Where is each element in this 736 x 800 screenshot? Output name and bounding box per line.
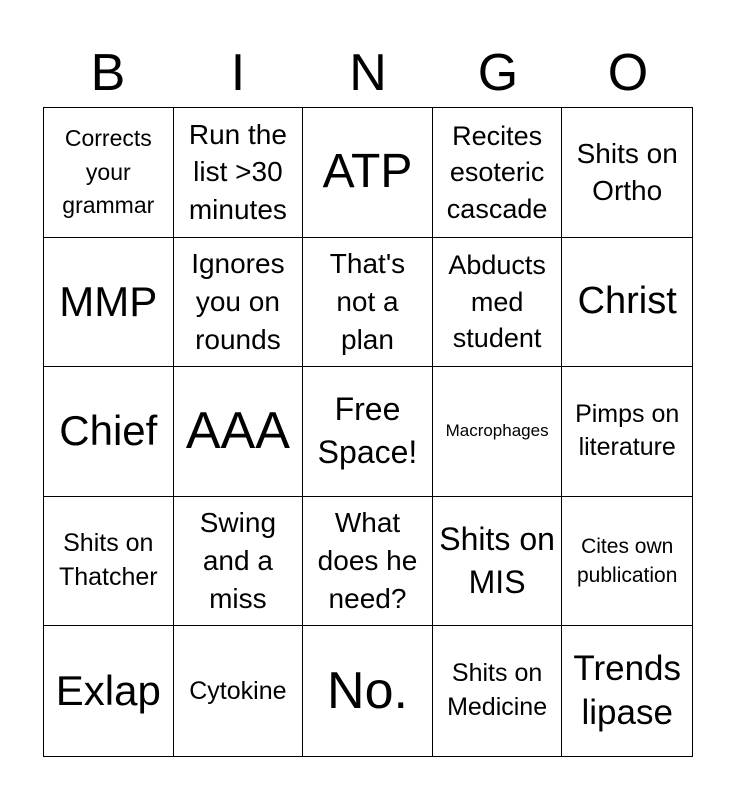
bingo-cell[interactable] xyxy=(303,497,433,627)
free-space-cell[interactable] xyxy=(303,367,433,497)
header-letter-o: O xyxy=(607,44,649,102)
bingo-cell[interactable] xyxy=(44,626,174,756)
bingo-cell[interactable] xyxy=(174,367,304,497)
cell-label: Recites esoteric cascade xyxy=(446,120,548,224)
cell-label: Cites own publication xyxy=(576,534,678,588)
cell-label: Exlap xyxy=(55,667,161,715)
bingo-cell[interactable] xyxy=(562,626,692,756)
bingo-cell[interactable] xyxy=(44,367,174,497)
bingo-cell[interactable] xyxy=(174,108,304,238)
cell-label: No. xyxy=(327,661,408,720)
bingo-cell[interactable] xyxy=(44,497,174,627)
cell-label: AAA xyxy=(185,401,290,460)
header-letter-b: B xyxy=(90,44,126,102)
cell-label: That's not a plan xyxy=(329,248,406,355)
bingo-board xyxy=(43,107,693,757)
cell-label: ATP xyxy=(322,144,413,198)
bingo-cell[interactable] xyxy=(303,238,433,368)
cell-label: Shits on Ortho xyxy=(576,137,678,207)
cell-label: Shits on Thatcher xyxy=(58,529,158,592)
bingo-cell[interactable] xyxy=(44,238,174,368)
cell-label: Corrects your grammar xyxy=(62,125,155,218)
bingo-cell[interactable] xyxy=(562,238,692,368)
cell-label: Chief xyxy=(59,407,158,455)
bingo-cell[interactable] xyxy=(303,108,433,238)
bingo-header xyxy=(43,40,693,106)
cell-label: Christ xyxy=(577,280,677,323)
cell-label: Shits on Medicine xyxy=(447,659,548,722)
cell-label: What does he need? xyxy=(317,507,418,614)
bingo-cell[interactable] xyxy=(433,626,563,756)
bingo-cell[interactable] xyxy=(433,108,563,238)
cell-label: Shits on MIS xyxy=(439,520,555,601)
bingo-cell[interactable] xyxy=(174,497,304,627)
cell-label: Ignores you on rounds xyxy=(191,248,285,355)
bingo-cell[interactable] xyxy=(433,238,563,368)
bingo-cell[interactable] xyxy=(303,626,433,756)
bingo-cell[interactable] xyxy=(44,108,174,238)
header-letter-i: I xyxy=(230,44,246,102)
bingo-cell[interactable] xyxy=(562,367,692,497)
header-letter-n: N xyxy=(349,44,387,102)
cell-label: Free Space! xyxy=(317,391,418,471)
cell-label: Pimps on literature xyxy=(575,399,680,462)
bingo-cell[interactable] xyxy=(174,238,304,368)
cell-label: Swing and a miss xyxy=(199,507,277,614)
cell-label: Abducts med student xyxy=(448,250,546,354)
cell-label: Cytokine xyxy=(189,676,287,705)
bingo-cell[interactable] xyxy=(433,497,563,627)
cell-label: Macrophages xyxy=(445,421,549,441)
bingo-cell[interactable] xyxy=(562,108,692,238)
bingo-cell[interactable] xyxy=(174,626,304,756)
bingo-cell[interactable] xyxy=(562,497,692,627)
cell-label: Trends lipase xyxy=(573,649,682,733)
cell-label: Run the list >30 minutes xyxy=(188,118,287,226)
header-letter-g: G xyxy=(477,44,519,102)
cell-label: MMP xyxy=(59,277,158,325)
bingo-cell[interactable] xyxy=(433,367,563,497)
